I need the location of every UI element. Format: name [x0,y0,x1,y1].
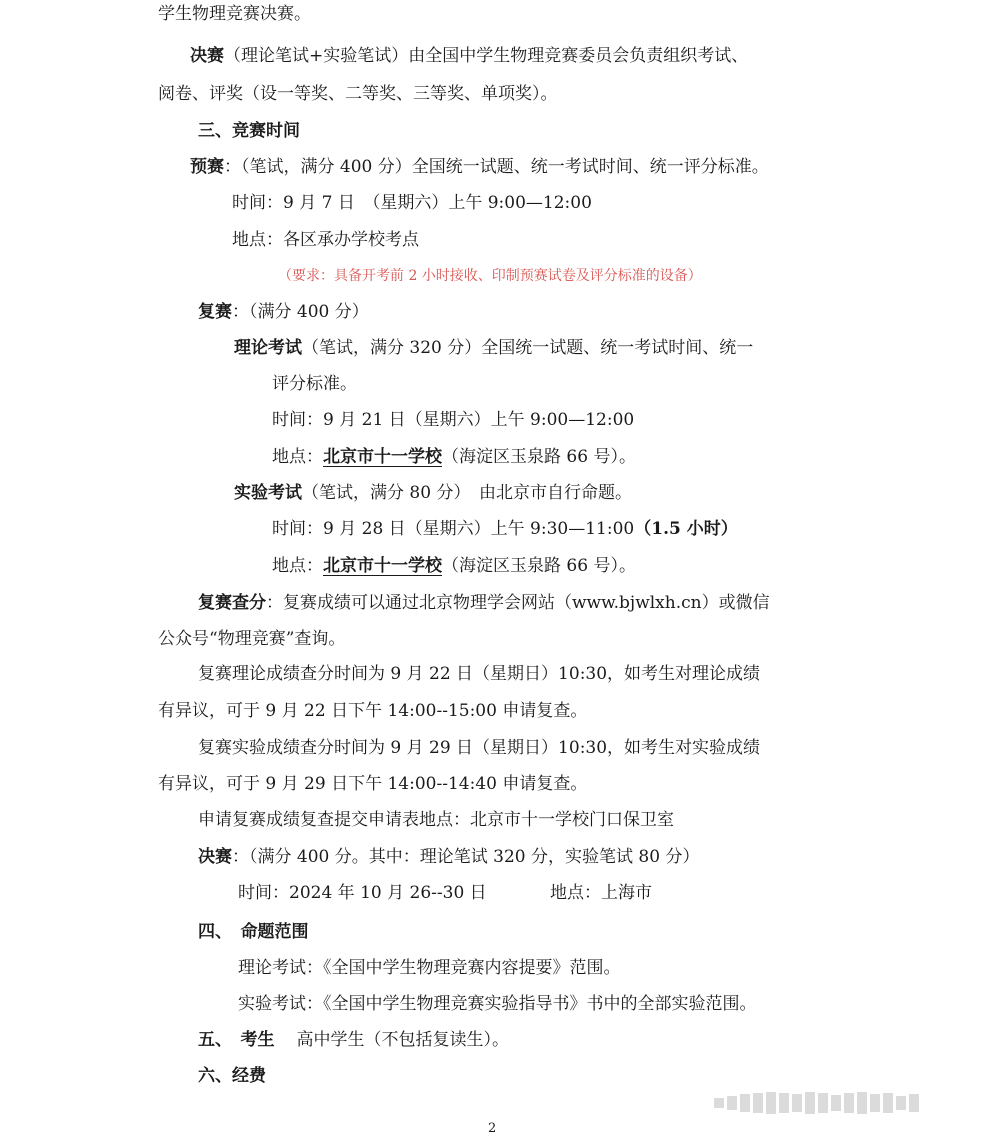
score-check-cont: 公众号“物理竞赛”查询。 [158,629,346,649]
line-theory [234,336,753,360]
final-round-desc: ：（满分 400 分。其中：理论笔试 320 分，实验笔试 80 分） [232,847,700,867]
experiment-duration: （1.5 小时） [634,519,738,539]
line-experiment [234,481,632,505]
experiment-venue: 北京市十一学校 [323,556,442,576]
score-check-desc: ：复赛成绩可以通过北京物理学会网站（www.bjwlxh.cn）或微信 [266,593,770,613]
experiment-location-prefix: 地点： [272,556,323,576]
final-desc: （理论笔试+实验笔试）由全国中学生物理竞赛委员会负责组织考试、 [224,46,749,66]
final-location: 地点：上海市 [550,883,652,903]
page-number: 2 [488,1121,497,1136]
line-prelim [190,155,769,179]
theory-score-check: 复赛理论成绩查分时间为 9 月 22 日（星期日）10:30，如考生对理论成绩 [198,664,761,684]
prelim-desc: ：（笔试，满分 400 分）全国统一试题、统一考试时间、统一评分标准。 [224,157,769,177]
theory-label: 理论考试 [234,338,302,358]
section-4-heading: 四、 命题范围 [198,922,309,942]
prelim-label: 预赛 [190,157,224,177]
experiment-time-text: 时间：9 月 28 日（星期六）上午 9:30—11:00 [272,519,635,539]
line-score-check [198,591,770,615]
prelim-time: 时间：9 月 7 日 （星期六）上午 9:00—12:00 [232,193,592,213]
line-semifinal [198,300,369,324]
scope-experiment: 实验考试：《全国中学生物理竞赛实验指导书》书中的全部实验范围。 [238,994,757,1014]
experiment-score-check-cont: 有异议，可于 9 月 29 日下午 14:00--14:40 申请复查。 [158,774,588,794]
experiment-location [272,554,636,578]
experiment-label: 实验考试 [234,483,302,503]
watermark-graphic [714,1088,984,1118]
prelim-location: 地点：各区承办学校考点 [232,230,419,250]
theory-location [272,445,636,469]
section-3-heading: 三、竞赛时间 [198,121,300,141]
semifinal-label: 复赛 [198,302,232,322]
line-final [198,845,699,869]
line-2 [190,44,748,68]
section-5-heading: 五、 考生 [198,1030,275,1050]
theory-venue: 北京市十一学校 [323,447,442,467]
final-time: 时间：2024 年 10 月 26--30 日 [238,883,487,903]
section-6-heading: 六、经费 [198,1066,266,1086]
experiment-address: （海淀区玉泉路 66 号）。 [442,556,636,576]
experiment-desc: （笔试，满分 80 分） 由北京市自行命题。 [302,483,632,503]
semifinal-desc: ：（满分 400 分） [232,302,369,322]
experiment-time [272,517,738,541]
section-5-desc: 高中学生（不包括复读生）。 [296,1030,509,1050]
theory-score-check-cont: 有异议，可于 9 月 22 日下午 14:00--15:00 申请复查。 [158,701,588,721]
review-location: 申请复赛成绩复查提交申请表地点：北京市十一学校门口保卫室 [198,810,674,830]
final-round-label: 决赛 [198,847,232,867]
experiment-score-check: 复赛实验成绩查分时间为 9 月 29 日（星期日）10:30，如考生对实验成绩 [198,738,761,758]
theory-location-prefix: 地点： [272,447,323,467]
theory-desc-cont: 评分标准。 [272,374,357,394]
final-label: 决赛 [190,46,224,66]
theory-desc: （笔试，满分 320 分）全国统一试题、统一考试时间、统一 [302,338,754,358]
scope-theory: 理论考试：《全国中学生物理竞赛内容提要》范围。 [238,958,621,978]
theory-address: （海淀区玉泉路 66 号）。 [442,447,636,467]
section-5 [198,1028,509,1052]
line-3: 阅卷、评奖（设一等奖、二等奖、三等奖、单项奖）。 [158,84,558,104]
line-1: 学生物理竞赛决赛。 [158,4,311,24]
prelim-requirement: （要求：具备开考前 2 小时接收、印制预赛试卷及评分标准的设备） [278,268,702,284]
score-check-label: 复赛查分 [198,593,266,613]
theory-time: 时间：9 月 21 日（星期六）上午 9:00—12:00 [272,410,635,430]
